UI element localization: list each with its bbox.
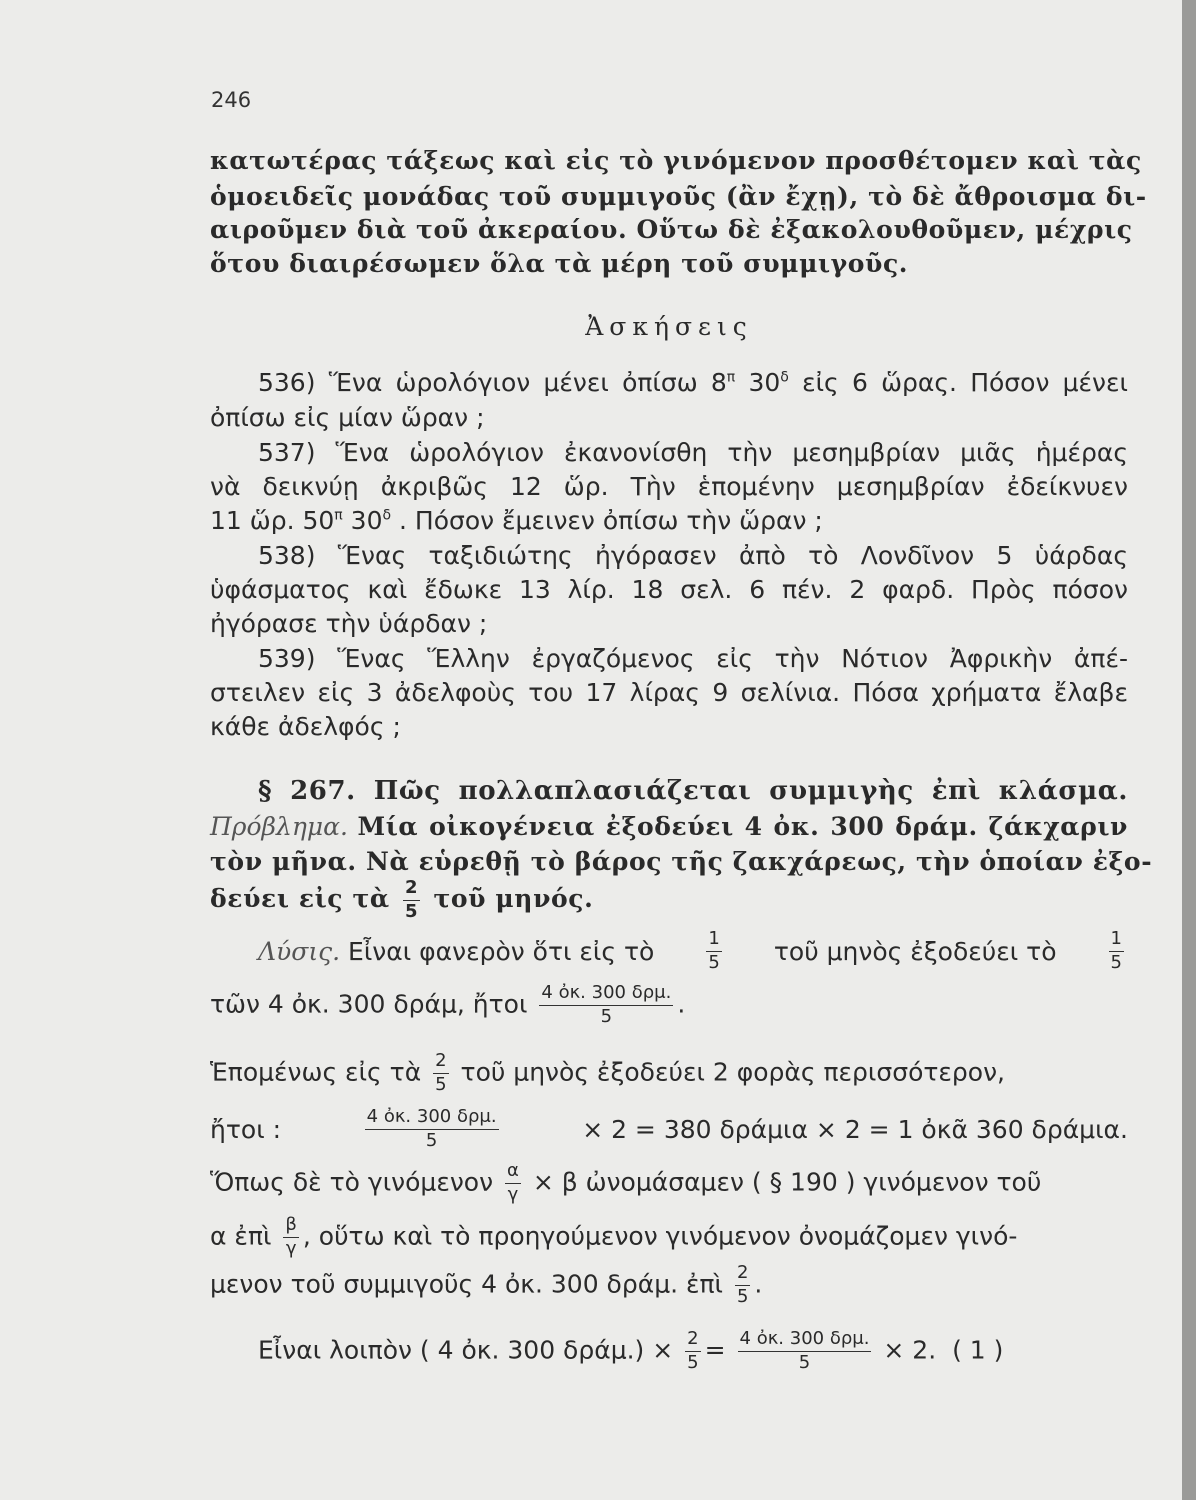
exercises-heading: Ἀσκήσεις xyxy=(585,312,753,341)
solution-line-3: Ἑπομένως εἰς τὰ $\frac{2}{5}$ τοῦ μηνὸς ἐξοδεύει 2 φορὰς περισσότερον, xyxy=(210,1050,1006,1095)
solution-line-5: Ὅπως δὲ τὸ γινόμενον $\frac{\alpha}{\gamma}$ × β ὠνομάσαμεν ( § 190 ) γινόμενον τοῦ xyxy=(210,1160,1042,1205)
exercise-537-line-3: 11 ὥρ. $50^\pi$ $30^\delta$ . Πόσον ἔμεινεν ὀπίσω τὴν ὥραν ; xyxy=(210,506,823,535)
exercise-538-line-3: ἠγόρασε τὴν ὑάρδαν ; xyxy=(210,609,488,638)
solution-line-6: α ἐπὶ $\frac{\beta}{\gamma}$ , οὕτω καὶ τὸ προηγούμενον γινόμενον ὀνομάζομεν γινό- xyxy=(210,1214,1018,1259)
solution-line-7: μενον τοῦ συμμιγοῦς 4 ὀκ. 300 δράμ. ἐπὶ $\frac{2}{5}$ . xyxy=(210,1262,763,1307)
fraction-one-fifth: $\frac{1}{5}$ xyxy=(708,928,720,973)
exercise-539-line-3: κάθε ἀδελφός ; xyxy=(210,712,401,741)
fraction-okades-c: $\frac{\text{4 ὀκ. 300 δρμ.}}{5}$ xyxy=(739,1328,870,1373)
fraction-okades: $\frac{\text{4 ὀκ. 300 δρμ.}}{5}$ xyxy=(541,982,672,1027)
solution-line-8: Εἶναι λοιπὸν ( 4 ὀκ. 300 δράμ.) × $\frac{2}{5}$ = $\frac{\text{4 ὀκ. 300 δρμ.}}{5}$ × 2. ( 1 ) xyxy=(258,1328,1004,1373)
fraction-alpha-gamma: $\frac{\alpha}{\gamma}$ xyxy=(507,1160,519,1205)
exercise-539-line-1: 539) Ἕνας Ἕλλην ἐργαζόμενος εἰς τὴν Νότιον Ἀφρικὴν ἀπέ- xyxy=(258,644,1128,673)
solution-line-4: ἤτοι : $\frac{\text{4 ὀκ. 300 δρμ.}}{5}$ × 2 = 380 δράμια × 2 = 1 ὀκᾶ 360 δράμια. xyxy=(210,1106,1128,1151)
intro-line-1: κατωτέρας τάξεως καὶ εἰς τὸ γινόμενον προσθέτομεν καὶ τὰς xyxy=(210,146,1142,175)
fraction-two-fifths-d: $\frac{2}{5}$ xyxy=(687,1328,699,1373)
fraction-beta-gamma: $\frac{\beta}{\gamma}$ xyxy=(285,1214,297,1259)
page-edge-shadow xyxy=(1182,0,1196,1500)
exercise-536-line-2: ὀπίσω εἰς μίαν ὥραν ; xyxy=(210,403,485,432)
solution-line-2: τῶν 4 ὀκ. 300 δράμ, ἤτοι $\frac{\text{4 ὀκ. 300 δρμ.}}{5}$ . xyxy=(210,982,686,1027)
solution-label: Λύσις. xyxy=(258,936,341,966)
fraction-one-fifth-b: $\frac{1}{5}$ xyxy=(1110,928,1122,973)
problem-line-2: τὸν μῆνα. Νὰ εὑρεθῇ τὸ βάρος τῆς ζακχάρεως, τὴν ὁποίαν ἐξο- xyxy=(210,847,1153,876)
equation-number: ( 1 ) xyxy=(952,1335,1004,1365)
exercise-537-line-1: 537) Ἕνα ὡρολόγιον ἐκανονίσθη τὴν μεσημβρίαν μιᾶς ἡμέρας xyxy=(258,438,1128,467)
page-number: 246 xyxy=(211,88,252,112)
problem-line-3: δεύει εἰς τὰ $\frac{2}{5}$ τοῦ μηνός. xyxy=(210,877,594,922)
exercise-536-line-1: 536) Ἕνα ὡρολόγιον μένει ὀπίσω $8^\pi$ $30^\delta$ εἰς 6 ὥρας. Πόσον μένει xyxy=(258,368,1128,397)
fraction-okades-b: $\frac{\text{4 ὀκ. 300 δρμ.}}{5}$ xyxy=(366,1106,497,1151)
intro-line-3: αιροῦμεν διὰ τοῦ ἀκεραίου. Οὕτω δὲ ἐξακολουθοῦμεν, μέχρις xyxy=(210,215,1133,244)
fraction-two-fifths: $\frac{2}{5}$ xyxy=(405,877,419,922)
problem-label: Πρόβλημα. xyxy=(210,812,348,841)
fraction-two-fifths-b: $\frac{2}{5}$ xyxy=(435,1050,447,1095)
problem-line-1: Πρόβλημα. Μία οἰκογένεια ἐξοδεύει 4 ὀκ. 300 δράμ. ζάκχαριν xyxy=(210,812,1128,841)
solution-line-1: Λύσις. Εἶναι φανερὸν ὅτι εἰς τὸ $\frac{1}{5}$ τοῦ μηνὸς ἐξοδεύει τὸ $\frac{1}{5}$ xyxy=(258,928,1122,973)
intro-line-2: ὁμοειδεῖς μονάδας τοῦ συμμιγοῦς (ἂν ἔχῃ), τὸ δὲ ἄθροισμα δι- xyxy=(210,182,1147,211)
section-heading: § 267. Πῶς πολλαπλασιάζεται συμμιγὴς ἐπὶ κλάσμα. xyxy=(258,776,1128,806)
fraction-two-fifths-c: $\frac{2}{5}$ xyxy=(736,1262,749,1307)
exercise-539-line-2: στειλεν εἰς 3 ἀδελφοὺς του 17 λίρας 9 σελίνια. Πόσα χρήματα ἔλαβε xyxy=(210,678,1128,707)
exercise-538-line-1: 538) Ἕνας ταξιδιώτης ἠγόρασεν ἀπὸ τὸ Λονδῖνον 5 ὑάρδας xyxy=(258,541,1128,570)
intro-line-4: ὅτου διαιρέσωμεν ὅλα τὰ μέρη τοῦ συμμιγοῦς. xyxy=(210,249,909,278)
exercise-537-line-2: νὰ δεικνύῃ ἀκριβῶς 12 ὥρ. Τὴν ἑπομένην μεσημβρίαν ἐδείκνυεν xyxy=(210,472,1128,501)
exercise-538-line-2: ὑφάσματος καὶ ἔδωκε 13 λίρ. 18 σελ. 6 πέν. 2 φαρδ. Πρὸς πόσον xyxy=(210,575,1128,604)
